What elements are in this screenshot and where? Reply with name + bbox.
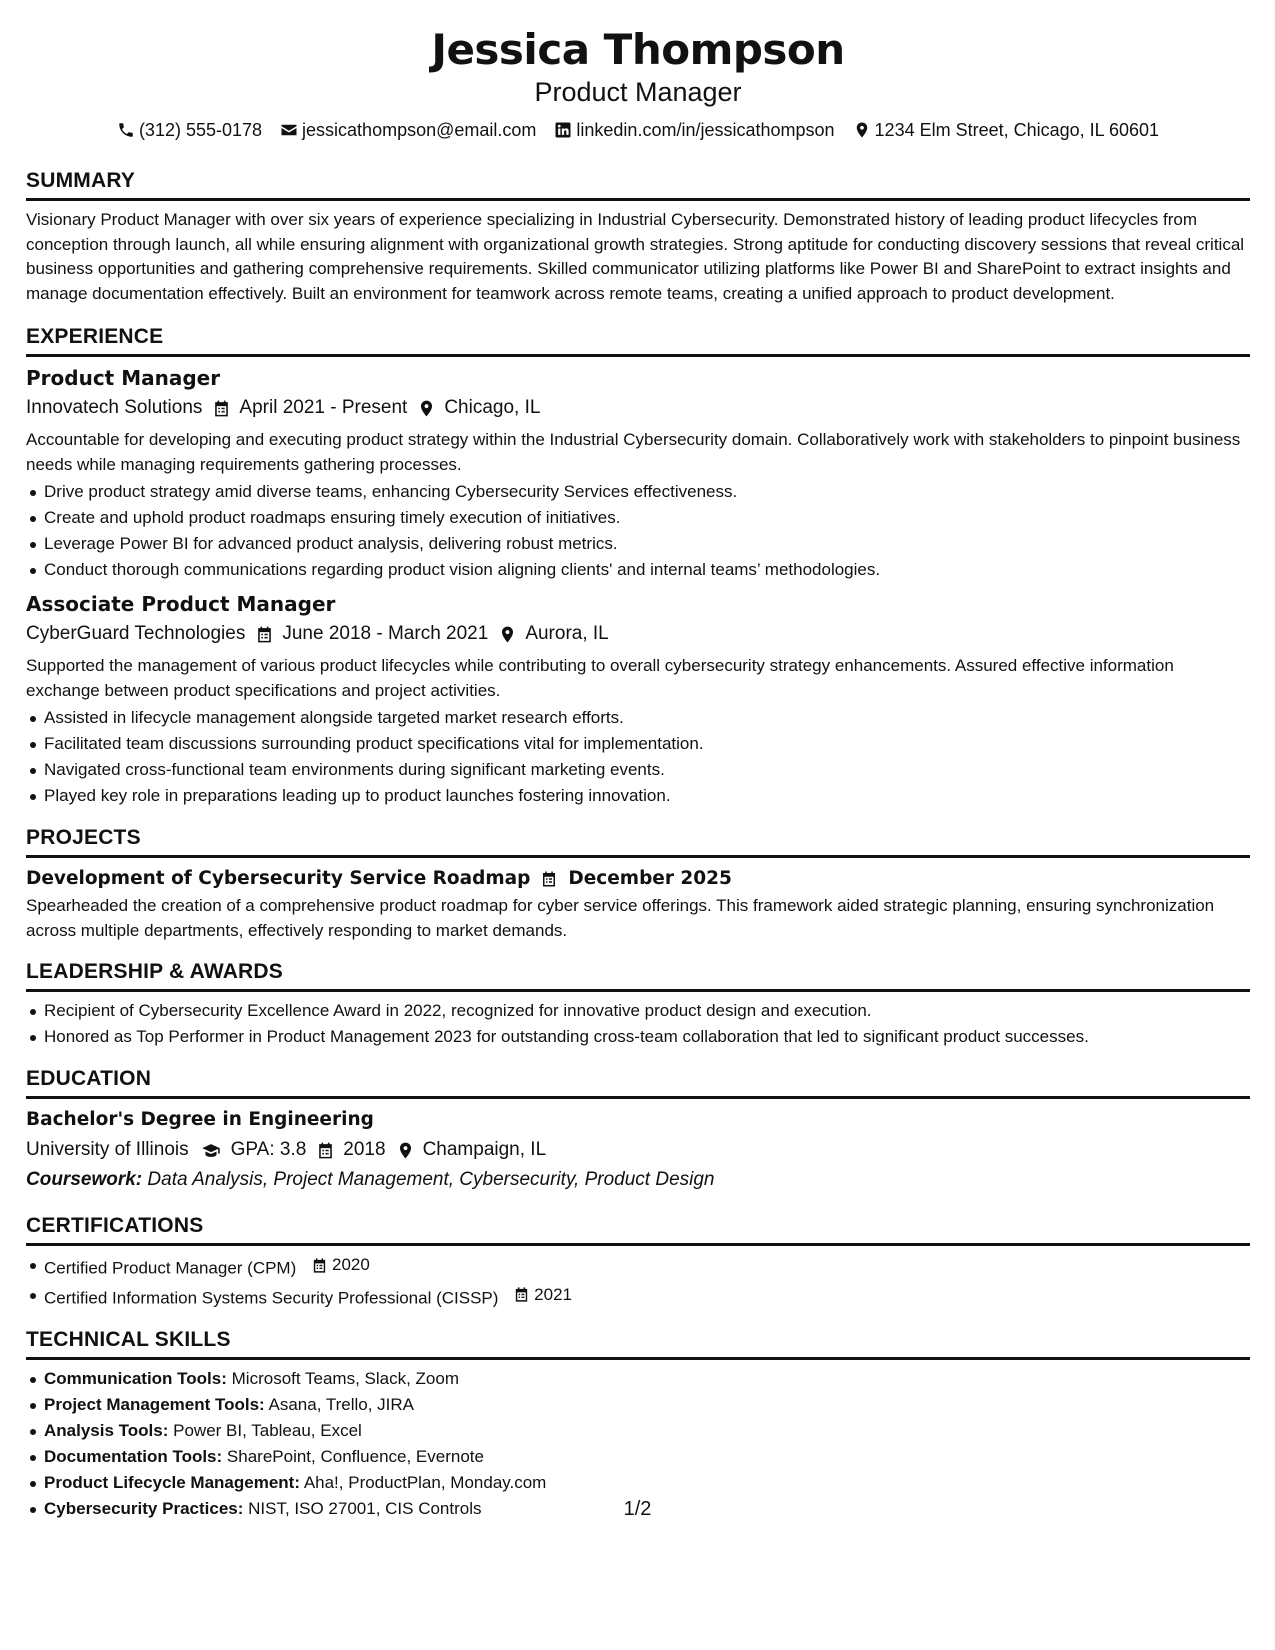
calendar-icon xyxy=(212,399,231,418)
section-title-summary: SUMMARY xyxy=(26,168,1250,201)
contact-linkedin[interactable] xyxy=(554,118,834,142)
candidate-name: Jessica Thompson xyxy=(431,25,845,74)
calendar-icon xyxy=(316,1141,335,1160)
section-title-experience: EXPERIENCE xyxy=(26,324,1250,357)
section-title-projects: PROJECTS xyxy=(26,825,1250,858)
company-name: CyberGuard Technologies xyxy=(26,623,246,644)
skill-label: Documentation Tools: xyxy=(44,1447,223,1466)
linkedin-icon xyxy=(554,121,572,139)
leadership-list xyxy=(26,998,1250,1050)
education-section xyxy=(26,1066,1250,1193)
phone-text: (312) 555-0178 xyxy=(138,120,263,140)
list-item: Assisted in lifecycle management alongside targeted market research efforts. xyxy=(26,705,1250,731)
calendar-icon xyxy=(255,625,274,644)
project-description: Spearheaded the creation of a comprehensive product roadmap for cyber service offerings. This framework aided strategic planning, ensuring synchronization across multiple departments, effectively responding to market demands. xyxy=(26,896,1215,940)
job-dates: June 2018 - March 2021 xyxy=(282,623,489,644)
contact-bar xyxy=(26,118,1250,142)
skill-value: Microsoft Teams, Slack, Zoom xyxy=(231,1369,459,1388)
resume-page xyxy=(26,0,1250,1522)
email-text: jessicathompson@email.com xyxy=(302,120,537,140)
linkedin-text: linkedin.com/in/jessicathompson xyxy=(576,120,835,140)
list-item xyxy=(26,1282,1250,1312)
map-pin-icon xyxy=(853,121,871,139)
skill-value: SharePoint, Confluence, Evernote xyxy=(226,1447,484,1466)
phone-icon xyxy=(117,121,135,139)
certifications-list xyxy=(26,1252,1250,1311)
skill-value: Asana, Trello, JIRA xyxy=(268,1395,415,1414)
list-item: Leverage Power BI for advanced product analysis, delivering robust metrics. xyxy=(26,531,1250,557)
job-bullets xyxy=(26,705,1250,809)
section-title-education: EDUCATION xyxy=(26,1066,1250,1099)
skill-label: Project Management Tools: xyxy=(44,1395,265,1414)
list-item xyxy=(26,1470,1250,1496)
job-entry xyxy=(26,365,1250,583)
project-name: Development of Cybersecurity Service Roadmap xyxy=(26,868,531,889)
coursework-label: Coursework: xyxy=(26,1169,143,1190)
job-description: Supported the management of various product lifecycles while contributing to overall cybersecurity strategy enhancements. Assured effective information exchange between product specifications and project activities. xyxy=(26,656,1174,700)
coursework xyxy=(26,1167,1250,1193)
list-item xyxy=(26,1366,1250,1392)
list-item xyxy=(26,1392,1250,1418)
list-item: Honored as Top Performer in Product Management 2023 for outstanding cross-team collaboration that led to significant product successes. xyxy=(26,1024,1250,1050)
graduation-cap-icon xyxy=(199,1141,223,1160)
map-pin-icon xyxy=(417,399,436,418)
summary-section xyxy=(26,168,1250,306)
cert-year: 2020 xyxy=(332,1255,370,1274)
list-item: Played key role in preparations leading up to product launches fostering innovation. xyxy=(26,783,1250,809)
cert-year: 2021 xyxy=(534,1284,572,1304)
job-title: Associate Product Manager xyxy=(26,592,336,616)
skill-label: Cybersecurity Practices: xyxy=(44,1499,244,1518)
calendar-icon xyxy=(311,1257,328,1274)
skill-label: Analysis Tools: xyxy=(44,1421,169,1440)
skill-value: NIST, ISO 27001, CIS Controls xyxy=(248,1499,482,1518)
section-title-leadership: LEADERSHIP & AWARDS xyxy=(26,959,1250,992)
list-item xyxy=(26,1444,1250,1470)
calendar-icon xyxy=(513,1286,530,1303)
job-location: Chicago, IL xyxy=(444,397,541,418)
section-title-certifications: CERTIFICATIONS xyxy=(26,1213,1250,1246)
job-dates: April 2021 - Present xyxy=(239,397,408,418)
skills-section xyxy=(26,1327,1250,1522)
job-bullets xyxy=(26,479,1250,583)
calendar-icon xyxy=(540,870,558,888)
list-item: Conduct thorough communications regarding product vision aligning clients' and internal teams’ methodologies. xyxy=(26,557,1250,583)
envelope-icon xyxy=(280,121,298,139)
project-date: December 2025 xyxy=(568,868,732,889)
graduation-year: 2018 xyxy=(343,1139,386,1160)
list-item: Navigated cross-functional team environments during significant marketing events. xyxy=(26,757,1250,783)
list-item: Create and uphold product roadmaps ensuring timely execution of initiatives. xyxy=(26,505,1250,531)
project-header xyxy=(26,866,1250,892)
skill-label: Product Lifecycle Management: xyxy=(44,1473,301,1492)
list-item: Recipient of Cybersecurity Excellence Award in 2022, recognized for innovative product design and execution. xyxy=(26,998,1250,1024)
certifications-section xyxy=(26,1213,1250,1311)
job-meta xyxy=(26,395,1250,421)
section-title-skills: TECHNICAL SKILLS xyxy=(26,1327,1250,1360)
cert-name: Certified Product Manager (CPM) xyxy=(44,1258,297,1278)
leadership-section xyxy=(26,959,1250,1050)
summary-text: Visionary Product Manager with over six years of experience specializing in Industrial Cybersecurity. Demonstrated history of leading product lifecycles from conception through launch, all while ensuring alignment with organizational growth strategies. Strong aptitude for conducting discovery sessions that reveal critical business opportunities and gathering comprehensive requirements. Skilled communicator utilizing platforms like Power BI and SharePoint to extract insights and manage documentation effectively. Built an environment for teamwork across remote teams, creating a unified approach to product development. xyxy=(26,210,1245,303)
job-description: Accountable for developing and executing product strategy within the Industrial Cybersecurity domain. Collaboratively work with stakeholders to pinpoint business needs while managing requirements gathering processes. xyxy=(26,430,1241,474)
skill-label: Communication Tools: xyxy=(44,1369,227,1388)
projects-section xyxy=(26,825,1250,943)
page-number: 1/2 xyxy=(623,1498,652,1520)
candidate-role: Product Manager xyxy=(534,77,742,107)
gpa-text: GPA: 3.8 xyxy=(230,1139,307,1160)
degree-title: Bachelor's Degree in Engineering xyxy=(26,1109,374,1130)
contact-phone[interactable] xyxy=(117,118,262,142)
experience-section xyxy=(26,324,1250,809)
coursework-text: Data Analysis, Project Management, Cybersecurity, Product Design xyxy=(147,1169,715,1190)
skill-value: Power BI, Tableau, Excel xyxy=(173,1421,362,1440)
contact-address xyxy=(853,118,1160,142)
company-name: Innovatech Solutions xyxy=(26,397,203,418)
skill-value: Aha!, ProductPlan, Monday.com xyxy=(303,1473,547,1492)
address-text: 1234 Elm Street, Chicago, IL 60601 xyxy=(874,120,1160,140)
job-entry xyxy=(26,591,1250,809)
list-item: Facilitated team discussions surrounding product specifications vital for implementation. xyxy=(26,731,1250,757)
job-title: Product Manager xyxy=(26,366,221,390)
map-pin-icon xyxy=(396,1141,415,1160)
list-item xyxy=(26,1418,1250,1444)
cert-name: Certified Information Systems Security Professional (CISSP) xyxy=(44,1288,499,1307)
school-location: Champaign, IL xyxy=(422,1139,547,1160)
map-pin-icon xyxy=(498,625,517,644)
contact-email[interactable] xyxy=(280,118,536,142)
resume-header xyxy=(26,24,1250,142)
education-meta xyxy=(26,1137,1250,1163)
school-name: University of Illinois xyxy=(26,1139,189,1160)
job-location: Aurora, IL xyxy=(525,623,609,644)
job-meta xyxy=(26,621,1250,647)
list-item: Drive product strategy amid diverse teams, enhancing Cybersecurity Services effectiveness. xyxy=(26,479,1250,505)
list-item xyxy=(26,1252,1250,1282)
